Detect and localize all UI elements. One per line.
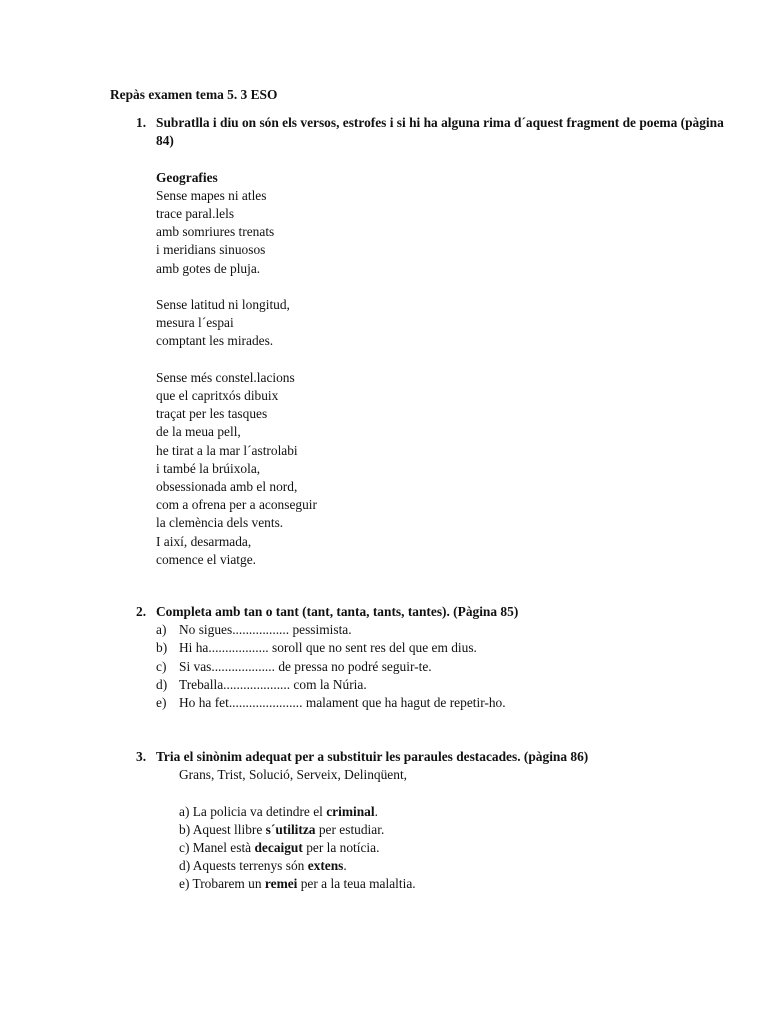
question-2 (110, 603, 730, 712)
highlighted-word: decaigut (254, 840, 303, 855)
item-letter: a) (156, 622, 167, 638)
verse-line: mesura l´espai (156, 315, 234, 331)
question-2-items (156, 621, 730, 712)
item-text: Si vas................... de pressa no podré seguir-te. (179, 658, 432, 674)
item-text: . (374, 803, 378, 819)
verse-line: i també la brúixola, (156, 460, 261, 476)
item-text: e) Trobarem un (179, 876, 265, 892)
question-2-number: 2. (136, 604, 147, 619)
stanza-3 (156, 369, 730, 569)
item-text: . (343, 858, 347, 874)
question-3-body (179, 766, 730, 893)
question-3-heading (110, 748, 730, 766)
item-text: b) Aquest llibre (179, 821, 266, 837)
list-item (156, 639, 730, 657)
item-text: Hi ha.................. soroll que no sent res del que em dius. (179, 640, 477, 656)
verse-line: amb somriures trenats (156, 224, 275, 240)
stanza-1 (156, 187, 730, 278)
item-text: No sigues................. pessimista. (179, 622, 352, 638)
list-item (156, 621, 730, 639)
verse-line: i meridians sinuosos (156, 242, 266, 258)
list-item (156, 676, 730, 694)
verse-line: com a ofrena per a aconseguir (156, 497, 317, 513)
page-title: Repàs examen tema 5. 3 ESO (110, 87, 278, 102)
item-letter: b) (156, 640, 168, 656)
item-letter: d) (156, 676, 168, 692)
poem-title: Geografies (156, 169, 218, 185)
verse-line: he tirat a la mar l´astrolabi (156, 442, 298, 458)
question-3-text: Tria el sinònim adequat per a substituir les paraules destacades. (pàgina 86) (156, 749, 589, 764)
question-1-heading (110, 114, 730, 150)
verse-line: la clemència dels vents. (156, 515, 284, 531)
item-text: Ho ha fet...................... malament que ha hagut de repetir-ho. (179, 695, 506, 711)
verse-line: de la meua pell, (156, 424, 241, 440)
list-item (179, 857, 730, 875)
list-item (156, 694, 730, 712)
item-letter: e) (156, 695, 167, 711)
verse-line: traçat per les tasques (156, 406, 268, 422)
highlighted-word: criminal (326, 803, 375, 819)
list-item (179, 875, 730, 893)
synonym-options: Grans, Trist, Solució, Serveix, Delinqüent, (179, 767, 408, 783)
item-text: c) Manel està (179, 840, 255, 855)
list-item (179, 803, 730, 821)
item-text: a) La policia va detindre el (179, 803, 327, 819)
item-text: Treballa.................... com la Núria. (179, 676, 367, 692)
list-item (179, 821, 730, 839)
verse-line: que el capritxós dibuix (156, 388, 279, 403)
highlighted-word: remei (264, 876, 298, 892)
verse-line: comptant les mirades. (156, 333, 274, 349)
verse-line: Sense mapes ni atles (156, 187, 267, 203)
verse-line: I així, desarmada, (156, 533, 252, 549)
question-1-number: 1. (136, 115, 147, 130)
verse-line: comence el viatge. (156, 551, 257, 567)
question-3-number: 3. (136, 749, 147, 764)
question-2-heading (110, 603, 730, 621)
item-text: per a la teua malaltia. (297, 876, 416, 892)
highlighted-word: s´utilitza (265, 821, 316, 837)
question-3 (110, 748, 730, 894)
item-letter: c) (156, 658, 167, 674)
verse-line: amb gotes de pluja. (156, 260, 261, 276)
question-1 (110, 114, 730, 569)
list-item (156, 658, 730, 676)
stanza-2 (156, 296, 730, 351)
question-1-text: Subratlla i diu on són els versos, estrofes i si hi ha alguna rima d´aquest fragment de poema (pàgina 84) (156, 115, 724, 149)
question-2-text: Completa amb tan o tant (tant, tanta, tants, tantes). (Pàgina 85) (156, 604, 519, 619)
verse-line: obsessionada amb el nord, (156, 479, 298, 495)
poem (156, 150, 730, 569)
item-text: per la notícia. (302, 840, 380, 855)
highlighted-word: extens (307, 858, 344, 874)
list-item (179, 839, 730, 857)
item-text: d) Aquests terrenys són (179, 858, 308, 874)
verse-line: trace paral.lels (156, 206, 235, 221)
verse-line: Sense latitud ni longitud, (156, 297, 290, 312)
item-text: per estudiar. (315, 821, 385, 837)
verse-line: Sense més constel.lacions (156, 369, 295, 385)
